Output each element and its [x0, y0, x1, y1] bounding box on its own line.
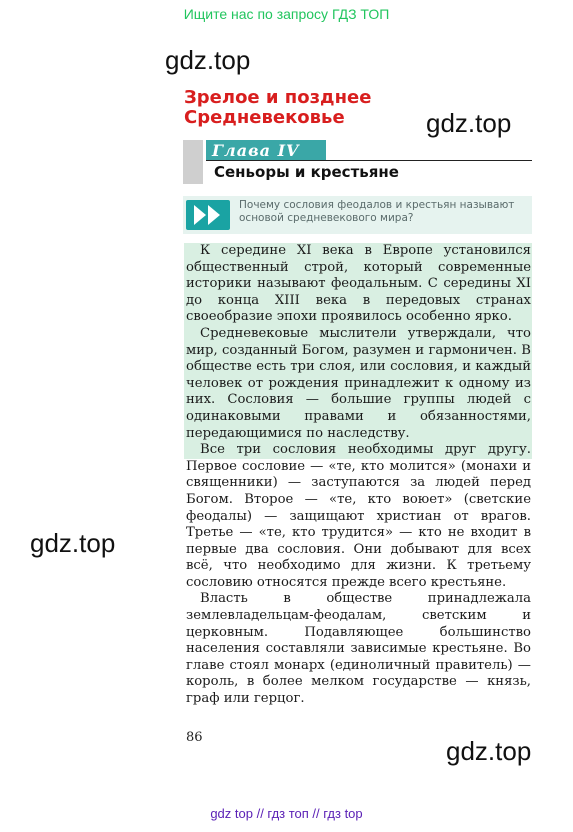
watermark: gdz.top	[30, 528, 116, 558]
chapter-margin-bar	[183, 140, 203, 184]
chapter-divider	[206, 160, 532, 161]
watermark: gdz.top	[426, 108, 512, 138]
paragraph: К середине XI века в Европе установился общественный строй, который современные историки называют феодальным. С середины XI до конца XIII века в передовых странах своеобразие эпохи проявилось особенно ярко.	[186, 243, 531, 325]
question-text: Почему сословия феодалов и крестьян называют основой средневекового мира?	[239, 199, 515, 224]
footer-links: gdz top // гдз топ // гдз top	[210, 806, 363, 821]
paragraph: Власть в обществе принадлежала землевладельцам-феодалам, светским и церковным. Подавляющее большинство населения составляли зависимые крестьяне. Во главе стоял монарх (единоличный правитель) — король, в более мелком государстве — князь, граф или герцог.	[186, 591, 531, 707]
search-banner: Ищите нас по запросу ГДЗ ТОП	[183, 6, 390, 22]
chapter-title: Сеньоры и крестьяне	[214, 163, 399, 181]
watermark: gdz.top	[446, 736, 532, 766]
paragraph: Средневековые мыслители утверждали, что мир, созданный Богом, разумен и гармоничен. В обществе есть три слоя, или сословия, и каждый человек от рождения принадлежит к одному из них. Сословия — большие группы людей с одинаковыми правами и обязанностями, передающимися по наследству.	[186, 325, 531, 441]
double-arrow-icon	[186, 200, 230, 230]
page-number: 86	[186, 730, 203, 745]
section-title-line1: Зрелое и позднее	[184, 87, 372, 108]
section-title	[184, 88, 371, 128]
paragraph: Все три сословия необходимы друг другу. Первое сословие — «те, кто молится» (монахи и священники) — заступаются за людей перед Богом. Второе — «те, кто воюет» (светские феодалы) — защищают христиан от врагов. Третье — «те, кто трудится» — кто не входит в первые два сословия. Они добывают для всех всё, что необходимо для жизни. К третьему сословию относятся прежде всего крестьяне.	[186, 442, 531, 590]
watermark: gdz.top	[165, 45, 251, 75]
chapter-label: Глава IV	[212, 141, 300, 160]
body-text	[186, 243, 531, 708]
section-title-line2: Средневековье	[184, 107, 345, 128]
